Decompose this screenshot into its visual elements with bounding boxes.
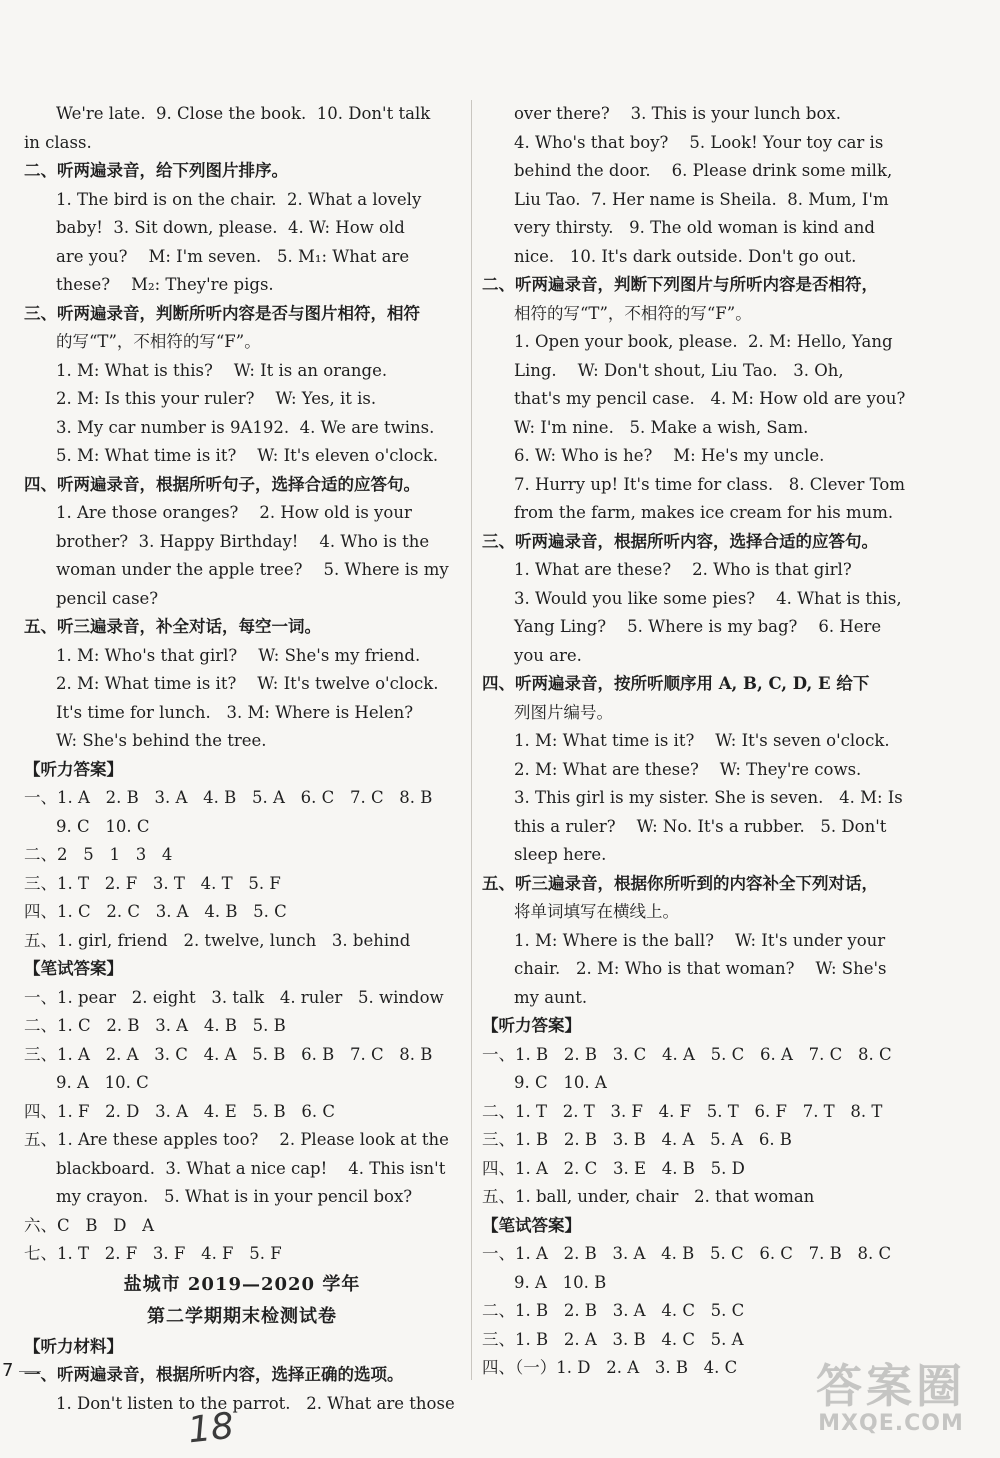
text-line: It's time for lunch. 3. M: Where is Helen?	[56, 702, 414, 722]
text-line: 四、1. F 2. D 3. A 4. E 5. B 6. C	[24, 1101, 335, 1121]
text-line: 7. Hurry up! It's time for class. 8. Clever Tom	[514, 474, 905, 494]
section-heading: 五、听三遍录音，根据你所听到的内容补全下列对话，	[482, 873, 878, 893]
text-line: 将单词填写在横线上。	[514, 902, 679, 921]
text-line: 三、1. B 2. B 3. B 4. A 5. A 6. B	[482, 1130, 792, 1149]
text-line: 5. M: What time is it? W: It's eleven o'clock.	[56, 446, 439, 465]
text-line: 一、1. B 2. B 3. C 4. A 5. C 6. A 7. C 8. C	[482, 1044, 892, 1064]
text-line: you are.	[514, 645, 582, 665]
text-line: 9. C 10. C	[56, 816, 150, 836]
text-line: 1. Open your book, please. 2. M: Hello, Yang	[514, 332, 893, 351]
text-line: We're late. 9. Close the book. 10. Don't talk	[56, 104, 431, 123]
text-line: Liu Tao. 7. Her name is Sheila. 8. Mum, I'm	[514, 189, 889, 209]
text-line: 1. Don't listen to the parrot. 2. What are those	[56, 1393, 455, 1413]
text-line: 1. Are those oranges? 2. How old is your	[56, 503, 412, 522]
text-line: 1. What are these? 2. Who is that girl?	[514, 560, 852, 579]
text-line: 1. M: Who's that girl? W: She's my friend.	[56, 645, 421, 665]
watermark-logo	[796, 1350, 986, 1446]
text-line: over there? 3. This is your lunch box.	[514, 104, 841, 123]
text-line: 1. M: What time is it? W: It's seven o'clock.	[514, 731, 890, 750]
text-line: very thirsty. 9. The old woman is kind and	[514, 218, 875, 237]
text-line: 二、2 5 1 3 4	[24, 845, 173, 864]
text-line: 五、1. ball, under, chair 2. that woman	[482, 1187, 815, 1206]
text-line: 一、1. A 2. B 3. A 4. B 5. A 6. C 7. C 8. B	[24, 788, 433, 807]
text-line: 三、1. T 2. F 3. T 4. T 5. F	[24, 873, 281, 893]
text-line: these? M₂: They're pigs.	[56, 275, 274, 294]
text-line: 六、C B D A	[24, 1215, 155, 1235]
handwritten-note: 18	[185, 1405, 236, 1452]
section-heading: 【笔试答案】	[482, 1215, 581, 1235]
text-line: 相符的写“T”，不相符的写“F”。	[514, 303, 752, 323]
text-line: 三、1. B 2. A 3. B 4. C 5. A	[482, 1329, 744, 1349]
right-column	[482, 100, 922, 1383]
text-line: sleep here.	[514, 845, 607, 864]
text-line: W: I'm nine. 5. Make a wish, Sam.	[514, 417, 809, 437]
text-line: 列图片编号。	[514, 702, 613, 722]
text-line: that's my pencil case. 4. M: How old are you?	[514, 389, 906, 408]
text-line: from the farm, makes ice cream for his mum.	[514, 503, 894, 522]
text-line: 4. Who's that boy? 5. Look! Your toy car is	[514, 132, 884, 152]
text-line: 9. A 10. B	[514, 1272, 607, 1292]
text-line: Ling. W: Don't shout, Liu Tao. 3. Oh,	[514, 360, 844, 380]
text-line: 2. M: What time is it? W: It's twelve o'clock.	[56, 674, 439, 693]
section-heading: 四、听两遍录音，按所听顺序用 A, B, C, D, E 给下	[482, 674, 870, 693]
text-line: 一、1. pear 2. eight 3. talk 4. ruler 5. window	[24, 987, 444, 1007]
section-heading: 四、听两遍录音，根据所听句子，选择合适的应答句。	[24, 474, 420, 494]
text-line: blackboard. 3. What a nice cap! 4. This isn't	[56, 1158, 446, 1178]
text-line: 七、1. T 2. F 3. F 4. F 5. F	[24, 1244, 282, 1263]
text-line: nice. 10. It's dark outside. Don't go out.	[514, 246, 857, 266]
column-divider	[471, 100, 472, 1380]
text-line: 3. This girl is my sister. She is seven. 4. M: Is	[514, 788, 903, 807]
section-heading: 【听力材料】	[24, 1336, 123, 1356]
text-line: 3. Would you like some pies? 4. What is this,	[514, 588, 902, 608]
text-line: 五、1. Are these apples too? 2. Please look at the	[24, 1130, 449, 1149]
section-heading: 三、听两遍录音，判断所听内容是否与图片相符，相符	[24, 303, 420, 323]
text-line: are you? M: I'm seven. 5. M₁: What are	[56, 246, 410, 266]
text-line: 二、1. B 2. B 3. A 4. C 5. C	[482, 1301, 745, 1320]
section-heading: 二、听两遍录音，判断下列图片与所听内容是否相符，	[482, 275, 878, 294]
section-heading: 三、听两遍录音，根据所听内容，选择合适的应答句。	[482, 531, 878, 551]
text-line: my crayon. 5. What is in your pencil box?	[56, 1187, 413, 1206]
text-line: 二、1. C 2. B 3. A 4. B 5. B	[24, 1016, 286, 1035]
text-line: 1. M: Where is the ball? W: It's under your	[514, 930, 886, 950]
text-line: 三、1. A 2. A 3. C 4. A 5. B 6. B 7. C 8. B	[24, 1044, 433, 1064]
text-line: Yang Ling? 5. Where is my bag? 6. Here	[514, 617, 882, 636]
text-line: in class.	[24, 132, 92, 152]
text-line: 二、1. T 2. T 3. F 4. F 5. T 6. F 7. T 8. T	[482, 1101, 883, 1121]
text-line: 四、1. A 2. C 3. E 4. B 5. D	[482, 1158, 745, 1178]
text-line: 的写“T”，不相符的写“F”。	[56, 332, 261, 351]
text-line: 9. C 10. A	[514, 1073, 607, 1092]
watermark-logo-text: 答案圈	[816, 1358, 966, 1413]
text-line: 2. M: What are these? W: They're cows.	[514, 759, 862, 779]
section-heading: 一、听两遍录音，根据所听内容，选择正确的选项。	[24, 1365, 404, 1384]
text-line: woman under the apple tree? 5. Where is my	[56, 560, 449, 579]
text-line: behind the door. 6. Please drink some milk,	[514, 161, 893, 180]
text-line: 四、（一）1. D 2. A 3. B 4. C	[482, 1358, 738, 1377]
page-number: 7	[2, 1360, 41, 1381]
section-heading: 【听力答案】	[482, 1016, 581, 1035]
text-line: pencil case?	[56, 588, 159, 608]
text-line: baby! 3. Sit down, please. 4. W: How old	[56, 218, 405, 237]
watermark-domain: MXQE.COM	[818, 1410, 964, 1436]
text-line: 6. W: Who is he? M: He's my uncle.	[514, 446, 825, 465]
text-line: my aunt.	[514, 987, 588, 1007]
text-line: 四、1. C 2. C 3. A 4. B 5. C	[24, 902, 287, 921]
text-line: 2. M: Is this your ruler? W: Yes, it is.	[56, 389, 377, 408]
exam-title: 盐城市 2019—2020 学年	[123, 1273, 361, 1295]
text-line: 3. My car number is 9A192. 4. We are twins.	[56, 417, 435, 437]
text-line: brother? 3. Happy Birthday! 4. Who is the	[56, 531, 430, 551]
text-line: 1. The bird is on the chair. 2. What a lovely	[56, 189, 422, 209]
text-line: 一、1. A 2. B 3. A 4. B 5. C 6. C 7. B 8. C	[482, 1244, 892, 1263]
text-line: W: She's behind the tree.	[56, 731, 267, 750]
section-heading: 二、听两遍录音，给下列图片排序。	[24, 161, 288, 180]
text-line: 五、1. girl, friend 2. twelve, lunch 3. behind	[24, 930, 411, 950]
section-heading: 【笔试答案】	[24, 959, 123, 978]
text-line: this a ruler? W: No. It's a rubber. 5. Don't	[514, 816, 887, 836]
text-line: chair. 2. M: Who is that woman? W: She's	[514, 959, 887, 978]
section-heading: 【听力答案】	[24, 759, 123, 779]
exam-title: 第二学期期末检测试卷	[147, 1305, 337, 1327]
section-heading: 五、听三遍录音，补全对话，每空一词。	[24, 617, 321, 636]
left-column	[24, 100, 460, 1418]
text-line: 9. A 10. C	[56, 1073, 149, 1092]
text-line: 1. M: What is this? W: It is an orange.	[56, 360, 388, 380]
